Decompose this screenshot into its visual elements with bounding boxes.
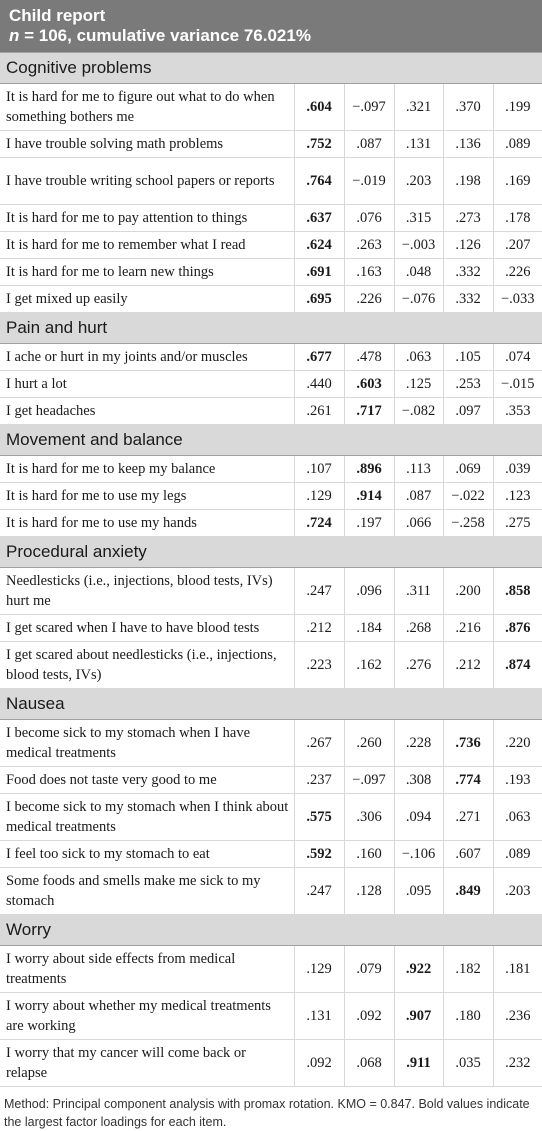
loading-value-factor-5: .089 [493, 841, 542, 868]
item-text: I have trouble writing school papers or reports [0, 158, 294, 205]
loading-value-factor-1: .752 [294, 131, 344, 158]
loading-value-factor-3: .095 [394, 868, 443, 915]
loading-value-factor-1: .247 [294, 568, 344, 615]
loading-value-factor-2: .163 [344, 259, 394, 286]
loading-value-factor-2: −.097 [344, 84, 394, 131]
table-title: Child report [0, 0, 542, 26]
section-title: Cognitive problems [0, 53, 542, 84]
loading-value-factor-1: .129 [294, 946, 344, 993]
table-row [0, 84, 542, 131]
loading-value-factor-3: .315 [394, 205, 443, 232]
table-row [0, 205, 542, 232]
table-row [0, 371, 542, 398]
table-header-subtitle-row [0, 26, 542, 53]
loading-value-factor-2: .087 [344, 131, 394, 158]
loading-value-factor-1: .212 [294, 615, 344, 642]
loading-value-factor-5: .275 [493, 510, 542, 537]
loading-value-factor-5: .353 [493, 398, 542, 425]
item-text: I become sick to my stomach when I have medical treatments [0, 720, 294, 767]
loading-value-factor-2: .263 [344, 232, 394, 259]
table-row [0, 510, 542, 537]
table-row [0, 483, 542, 510]
loading-value-factor-5: −.015 [493, 371, 542, 398]
table-row [0, 344, 542, 371]
loading-value-factor-5: .236 [493, 993, 542, 1040]
loading-value-factor-5: .232 [493, 1040, 542, 1087]
item-text: It is hard for me to remember what I read [0, 232, 294, 259]
loading-value-factor-1: .107 [294, 456, 344, 483]
loading-value-factor-3: .922 [394, 946, 443, 993]
loading-value-factor-4: .332 [443, 259, 493, 286]
item-text: It is hard for me to keep my balance [0, 456, 294, 483]
loading-value-factor-4: .332 [443, 286, 493, 313]
loading-value-factor-1: .764 [294, 158, 344, 205]
loading-value-factor-2: .092 [344, 993, 394, 1040]
loading-value-factor-3: .066 [394, 510, 443, 537]
loading-value-factor-3: −.076 [394, 286, 443, 313]
loading-value-factor-4: .774 [443, 767, 493, 794]
loading-value-factor-3: −.106 [394, 841, 443, 868]
loading-value-factor-3: .911 [394, 1040, 443, 1087]
item-text: Needlesticks (i.e., injections, blood tests, IVs) hurt me [0, 568, 294, 615]
loading-value-factor-1: .440 [294, 371, 344, 398]
table-row [0, 767, 542, 794]
loading-value-factor-4: .035 [443, 1040, 493, 1087]
item-text: It is hard for me to use my hands [0, 510, 294, 537]
loading-value-factor-2: .197 [344, 510, 394, 537]
section-header-row [0, 425, 542, 456]
section-header-row [0, 915, 542, 946]
loading-value-factor-4: .180 [443, 993, 493, 1040]
item-text: I worry about side effects from medical treatments [0, 946, 294, 993]
loading-value-factor-5: .193 [493, 767, 542, 794]
loading-value-factor-3: .907 [394, 993, 443, 1040]
item-text: I get headaches [0, 398, 294, 425]
loading-value-factor-4: .105 [443, 344, 493, 371]
loading-value-factor-1: .695 [294, 286, 344, 313]
table-row [0, 841, 542, 868]
section-header-row [0, 537, 542, 568]
loading-value-factor-2: .717 [344, 398, 394, 425]
item-text: It is hard for me to use my legs [0, 483, 294, 510]
loading-value-factor-1: .267 [294, 720, 344, 767]
loading-value-factor-4: .607 [443, 841, 493, 868]
loading-value-factor-4: .200 [443, 568, 493, 615]
loading-value-factor-3: .087 [394, 483, 443, 510]
section-header-row [0, 313, 542, 344]
loading-value-factor-5: .063 [493, 794, 542, 841]
loading-value-factor-5: .874 [493, 642, 542, 689]
loading-value-factor-5: .089 [493, 131, 542, 158]
table-footnote: Method: Principal component analysis with promax rotation. KMO = 0.847. Bold values indicate the largest factor loadings for each item. [4, 1097, 530, 1129]
loading-value-factor-5: .203 [493, 868, 542, 915]
sample-size-label: n [9, 26, 20, 45]
loading-value-factor-2: .076 [344, 205, 394, 232]
item-text: It is hard for me to pay attention to things [0, 205, 294, 232]
section-title: Worry [0, 915, 542, 946]
loading-value-factor-4: .069 [443, 456, 493, 483]
loading-value-factor-3: .268 [394, 615, 443, 642]
loading-value-factor-4: .849 [443, 868, 493, 915]
sample-size-details: = 106, cumulative variance 76.021% [19, 26, 311, 45]
loading-value-factor-4: .253 [443, 371, 493, 398]
loading-value-factor-3: .063 [394, 344, 443, 371]
loading-value-factor-1: .261 [294, 398, 344, 425]
loading-value-factor-3: .321 [394, 84, 443, 131]
loading-value-factor-5: .123 [493, 483, 542, 510]
table-header-title-row [0, 0, 542, 26]
loading-value-factor-2: .068 [344, 1040, 394, 1087]
item-text: I become sick to my stomach when I think about medical treatments [0, 794, 294, 841]
loading-value-factor-3: −.003 [394, 232, 443, 259]
loading-value-factor-1: .575 [294, 794, 344, 841]
table-row [0, 398, 542, 425]
item-text: I hurt a lot [0, 371, 294, 398]
loading-value-factor-4: −.022 [443, 483, 493, 510]
loading-value-factor-1: .637 [294, 205, 344, 232]
loading-value-factor-1: .237 [294, 767, 344, 794]
table-row [0, 232, 542, 259]
loading-value-factor-1: .131 [294, 993, 344, 1040]
loading-value-factor-4: .126 [443, 232, 493, 259]
loading-value-factor-1: .691 [294, 259, 344, 286]
loading-value-factor-4: .271 [443, 794, 493, 841]
item-text: I get mixed up easily [0, 286, 294, 313]
table-row [0, 158, 542, 205]
table-body [0, 53, 542, 1087]
table-row [0, 568, 542, 615]
loading-value-factor-1: .677 [294, 344, 344, 371]
loading-value-factor-3: .094 [394, 794, 443, 841]
loading-value-factor-1: .624 [294, 232, 344, 259]
loading-value-factor-2: .603 [344, 371, 394, 398]
item-text: I have trouble solving math problems [0, 131, 294, 158]
item-text: I feel too sick to my stomach to eat [0, 841, 294, 868]
item-text: It is hard for me to learn new things [0, 259, 294, 286]
loading-value-factor-4: .370 [443, 84, 493, 131]
loading-value-factor-4: .136 [443, 131, 493, 158]
loading-value-factor-5: −.033 [493, 286, 542, 313]
item-text: I worry that my cancer will come back or relapse [0, 1040, 294, 1087]
loading-value-factor-2: .896 [344, 456, 394, 483]
table-row [0, 131, 542, 158]
loading-value-factor-4: .736 [443, 720, 493, 767]
item-text: Food does not taste very good to me [0, 767, 294, 794]
loading-value-factor-5: .039 [493, 456, 542, 483]
loading-value-factor-4: −.258 [443, 510, 493, 537]
loading-value-factor-2: .914 [344, 483, 394, 510]
loading-value-factor-4: .097 [443, 398, 493, 425]
table-row [0, 456, 542, 483]
loading-value-factor-3: .308 [394, 767, 443, 794]
loading-value-factor-4: .212 [443, 642, 493, 689]
table-row [0, 615, 542, 642]
table-row [0, 993, 542, 1040]
loading-value-factor-3: .131 [394, 131, 443, 158]
loading-value-factor-2: .079 [344, 946, 394, 993]
section-title: Pain and hurt [0, 313, 542, 344]
loading-value-factor-3: .228 [394, 720, 443, 767]
loading-value-factor-2: .160 [344, 841, 394, 868]
table-row [0, 259, 542, 286]
loading-value-factor-1: .604 [294, 84, 344, 131]
loading-value-factor-2: .096 [344, 568, 394, 615]
loading-value-factor-5: .858 [493, 568, 542, 615]
loading-value-factor-3: .311 [394, 568, 443, 615]
loading-value-factor-2: .478 [344, 344, 394, 371]
item-text: Some foods and smells make me sick to my stomach [0, 868, 294, 915]
section-header-row [0, 53, 542, 84]
section-title: Nausea [0, 689, 542, 720]
section-header-row [0, 689, 542, 720]
table-row [0, 642, 542, 689]
loading-value-factor-1: .592 [294, 841, 344, 868]
item-text: I get scared when I have to have blood tests [0, 615, 294, 642]
loading-value-factor-2: .260 [344, 720, 394, 767]
loading-value-factor-5: .876 [493, 615, 542, 642]
table-row [0, 794, 542, 841]
loading-value-factor-3: −.082 [394, 398, 443, 425]
table-row [0, 946, 542, 993]
loading-value-factor-1: .129 [294, 483, 344, 510]
section-title: Movement and balance [0, 425, 542, 456]
loading-value-factor-4: .273 [443, 205, 493, 232]
loading-value-factor-5: .169 [493, 158, 542, 205]
loading-value-factor-2: .128 [344, 868, 394, 915]
item-text: I ache or hurt in my joints and/or muscles [0, 344, 294, 371]
loading-value-factor-3: .276 [394, 642, 443, 689]
section-title: Procedural anxiety [0, 537, 542, 568]
loading-value-factor-1: .247 [294, 868, 344, 915]
loading-value-factor-5: .181 [493, 946, 542, 993]
loading-value-factor-1: .223 [294, 642, 344, 689]
item-text: I worry about whether my medical treatments are working [0, 993, 294, 1040]
loading-value-factor-5: .178 [493, 205, 542, 232]
table-subtitle [0, 26, 542, 53]
loading-value-factor-5: .199 [493, 84, 542, 131]
loading-value-factor-4: .216 [443, 615, 493, 642]
table-row [0, 1040, 542, 1087]
loading-value-factor-3: .048 [394, 259, 443, 286]
loading-value-factor-1: .724 [294, 510, 344, 537]
item-text: I get scared about needlesticks (i.e., injections, blood tests, IVs) [0, 642, 294, 689]
loading-value-factor-5: .074 [493, 344, 542, 371]
loading-value-factor-4: .182 [443, 946, 493, 993]
item-text: It is hard for me to figure out what to do when something bothers me [0, 84, 294, 131]
loading-value-factor-5: .226 [493, 259, 542, 286]
loading-value-factor-3: .203 [394, 158, 443, 205]
table-row [0, 720, 542, 767]
table-row [0, 286, 542, 313]
loading-value-factor-2: .306 [344, 794, 394, 841]
loading-value-factor-2: .226 [344, 286, 394, 313]
loading-value-factor-5: .220 [493, 720, 542, 767]
loading-value-factor-1: .092 [294, 1040, 344, 1087]
loading-value-factor-5: .207 [493, 232, 542, 259]
loading-value-factor-3: .125 [394, 371, 443, 398]
loading-value-factor-3: .113 [394, 456, 443, 483]
loading-value-factor-4: .198 [443, 158, 493, 205]
loading-value-factor-2: .162 [344, 642, 394, 689]
table-row [0, 868, 542, 915]
loading-value-factor-2: .184 [344, 615, 394, 642]
loading-value-factor-2: −.097 [344, 767, 394, 794]
loading-value-factor-2: −.019 [344, 158, 394, 205]
